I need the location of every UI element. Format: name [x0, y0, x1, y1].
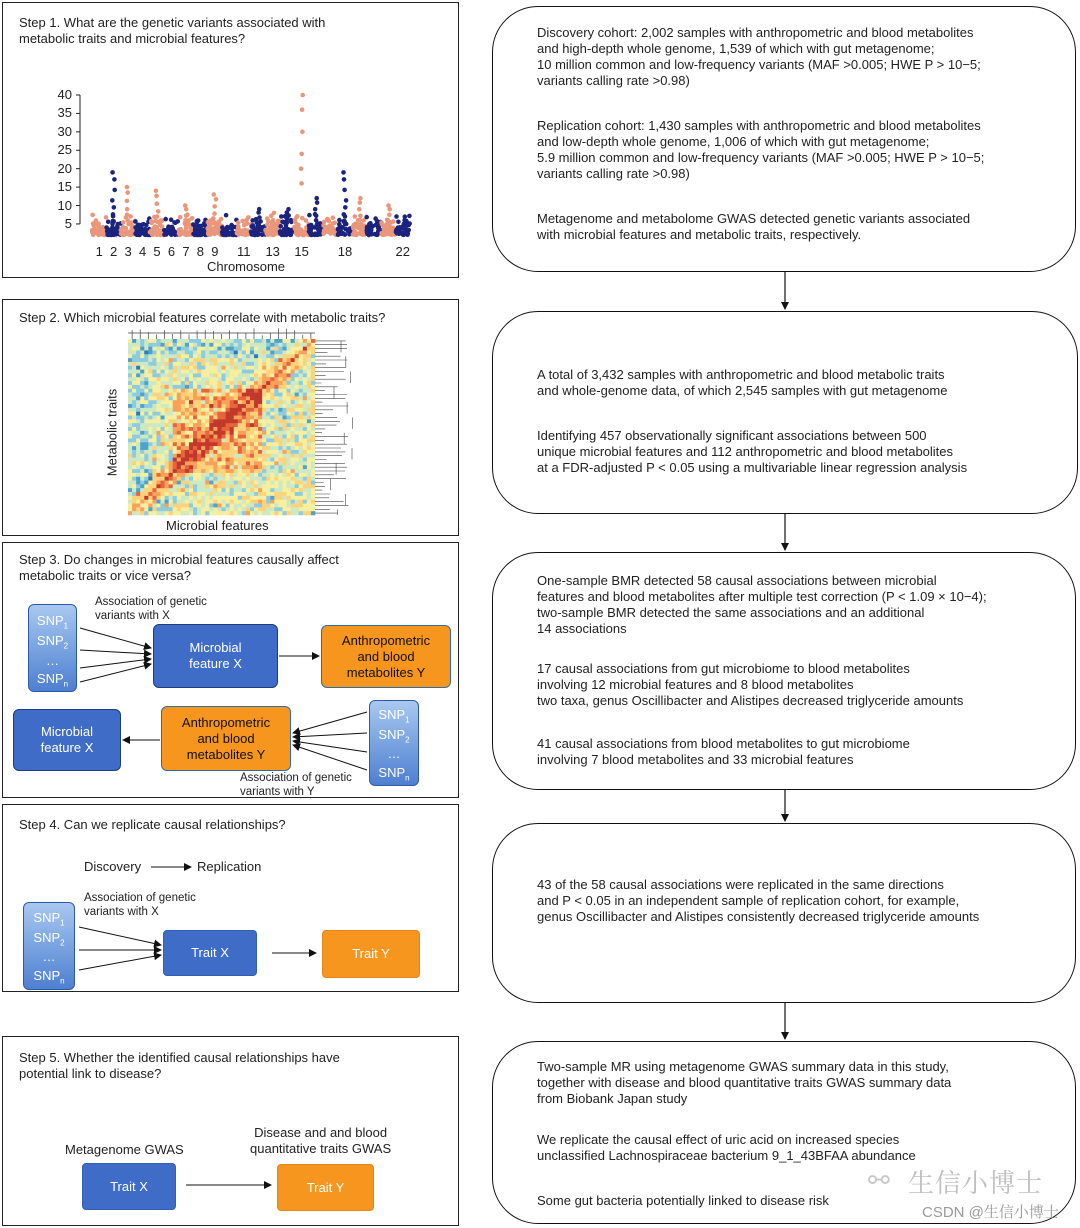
summary-box-4: [492, 823, 1076, 1003]
snp-dots: …: [387, 746, 401, 761]
manhattan-x-tick-label: 6: [167, 244, 176, 259]
manhattan-x-tick-label: 9: [211, 244, 219, 259]
metagenome-gwas-label: Metagenome GWAS: [65, 1142, 184, 1157]
manhattan-y-tick-label: 20: [57, 160, 72, 176]
box2-paragraph-2: Identifying 457 observationally significant associations between 500 unique microbial features and 112 anthropometric and blood metabolites at a FDR-adjusted P < 0.05 using a multivariable linear regression analysis: [537, 428, 968, 475]
step1-title: Step 1. What are the genetic variants associated with metabolic traits and microbial features?: [19, 15, 326, 46]
box3-paragraph-3: 41 causal associations from blood metabolites to gut microbiome involving 7 blood metabolites and 33 microbial features: [537, 736, 910, 767]
manhattan-y-tick-label: 5: [64, 215, 72, 231]
watermark-wechat: 生信小博士: [908, 1168, 1044, 1198]
watermark-csdn: CSDN @生信小博士: [922, 1204, 1059, 1221]
box3-paragraph-2: 17 causal associations from gut microbiome to blood metabolites involving 12 microbial features and 8 blood metabolites two taxa, genus Oscillibacter and Alistipes decreased triglyceride amounts: [537, 661, 964, 708]
box5-paragraph-2: We replicate the causal effect of uric acid on increased species unclassified Lachnospiraceae bacterium 9_1_43BFAA abundance: [537, 1132, 916, 1163]
summary-box-2: [492, 311, 1078, 514]
step1-panel: [2, 2, 459, 278]
anthropometric-y-box: Anthropometric and blood metabolites Y: [321, 625, 451, 688]
step4-title: Step 4. Can we replicate causal relationships?: [19, 817, 286, 832]
trait-x-box-step5: Trait X: [82, 1163, 176, 1210]
step3-title: Step 3. Do changes in microbial features causally affect metabolic traits or vice versa?: [19, 552, 339, 583]
summary-box-1: [492, 6, 1076, 272]
box2-paragraph-1: A total of 3,432 samples with anthropometric and blood metabolic traits and whole-genome data, of which 2,545 samples with gut metagenome: [537, 367, 948, 398]
snp-label: SNP: [36, 613, 64, 628]
trait-x-box-step4: Trait X: [163, 930, 257, 976]
assoc-x-label: Association of genetic variants with X: [95, 596, 207, 622]
snp-box-y: $SNP_1$ $SNP_2$ … $SNP_n$: [369, 700, 419, 786]
snp-box-x: $SNP_1$ $SNP_2$ … $SNP_n$: [28, 604, 77, 692]
snp-label: SNP: [33, 968, 61, 983]
summary-box-3: [492, 552, 1076, 790]
snp-label: SNP: [33, 930, 61, 945]
replication-label: Replication: [197, 859, 262, 874]
manhattan-y-tick-label: 10: [57, 197, 72, 213]
anthropometric-y-box-2: Anthropometric and blood metabolites Y: [161, 706, 291, 771]
step2-panel: [2, 299, 459, 536]
snp-dots: …: [46, 653, 59, 668]
manhattan-y-tick-label: 40: [57, 87, 72, 102]
trait-y-box-step4: Trait Y: [322, 930, 420, 978]
manhattan-x-tick-label: 22: [395, 244, 410, 259]
manhattan-x-tick-label: 3: [124, 244, 132, 259]
heatmap-x-label: Microbial features: [166, 518, 269, 533]
box4-paragraph-1: 43 of the 58 causal associations were replicated in the same directions and P < 0.05 in an independent sample of replication cohort, for example, genus Oscillibacter and Alistipes consistently decreased triglyceride amounts: [537, 877, 980, 924]
manhattan-x-label: Chromosome: [207, 259, 286, 274]
box3-paragraph-1: One-sample BMR detected 58 causal associations between microbial features and blood metabolites after multiple test correction (P < 1.09 × 10−4); two-sample BMR detected the same associations and an additional 14 associations: [537, 573, 987, 636]
manhattan-x-tick-label: 5: [153, 244, 161, 259]
snp-label: SNP: [33, 910, 61, 925]
wechat-icon: ⚯: [868, 1165, 890, 1195]
manhattan-x-tick-label: 1: [95, 244, 103, 259]
manhattan-x-tick-label: 15: [294, 244, 309, 259]
snp-label: SNP: [378, 707, 406, 722]
snp-label: SNP: [378, 727, 406, 742]
snp-label: SNP: [36, 633, 64, 648]
manhattan-y-tick-label: 25: [57, 142, 72, 158]
snp-label: SNP: [378, 765, 406, 780]
manhattan-y-tick-label: 30: [57, 123, 72, 139]
box5-paragraph-1: Two-sample MR using metagenome GWAS summary data in this study, together with disease and blood quantitative traits GWAS summary data from Biobank Japan study: [537, 1059, 952, 1106]
snp-box-step4: $SNP_1$ $SNP_2$ … $SNP_n$: [23, 902, 75, 990]
manhattan-x-tick-label: 11: [237, 244, 251, 259]
manhattan-x-tick-label: 7: [182, 244, 190, 259]
box1-paragraph-2: Replication cohort: 1,430 samples with anthropometric and blood metabolites and low-depth whole genome, 1,006 of which with gut metagenome; 5.9 million common and low-frequency variants (MAF >0.005; HWE P > 10−5; variants calling rate >0.98): [537, 118, 985, 181]
box5-paragraph-3: Some gut bacteria potentially linked to disease risk: [537, 1193, 829, 1208]
manhattan-x-tick-label: 4: [138, 244, 147, 259]
microbial-feature-x-box-2: Microbial feature X: [13, 709, 121, 771]
box1-paragraph-1: Discovery cohort: 2,002 samples with anthropometric and blood metabolites and high-depth whole genome, 1,539 of which with gut metagenome; 10 million common and low-frequency variants (MAF >0.005; HWE P > 10−5; variants calling rate >0.98): [537, 25, 981, 88]
disease-gwas-label: Disease and and blood quantitative traits GWAS: [250, 1125, 392, 1156]
snp-dots: …: [42, 949, 56, 964]
manhattan-x-tick-label: 8: [196, 244, 205, 259]
discovery-label: Discovery: [84, 859, 142, 874]
box1-paragraph-3: Metagenome and metabolome GWAS detected genetic variants associated with microbial features and metabolic traits, respectively.: [537, 211, 971, 242]
assoc-y-label: Association of genetic variants with Y: [240, 772, 352, 798]
heatmap-y-label: Metabolic traits: [104, 388, 120, 477]
snp-label: SNP: [36, 671, 64, 686]
manhattan-y-tick-label: 35: [57, 105, 72, 121]
manhattan-x-tick-label: 13: [265, 244, 280, 259]
step5-title: Step 5. Whether the identified causal relationships have potential link to disease?: [19, 1050, 340, 1081]
step2-title: Step 2. Which microbial features correlate with metabolic traits?: [19, 310, 386, 325]
assoc-x-label-step4: Association of genetic variants with X: [84, 892, 196, 918]
trait-y-box-step5: Trait Y: [277, 1164, 374, 1211]
manhattan-x-tick-label: 2: [110, 244, 118, 259]
microbial-feature-x-box: Microbial feature X: [153, 624, 278, 688]
manhattan-x-tick-label: 18: [337, 244, 353, 259]
manhattan-y-tick-label: 15: [57, 179, 72, 195]
